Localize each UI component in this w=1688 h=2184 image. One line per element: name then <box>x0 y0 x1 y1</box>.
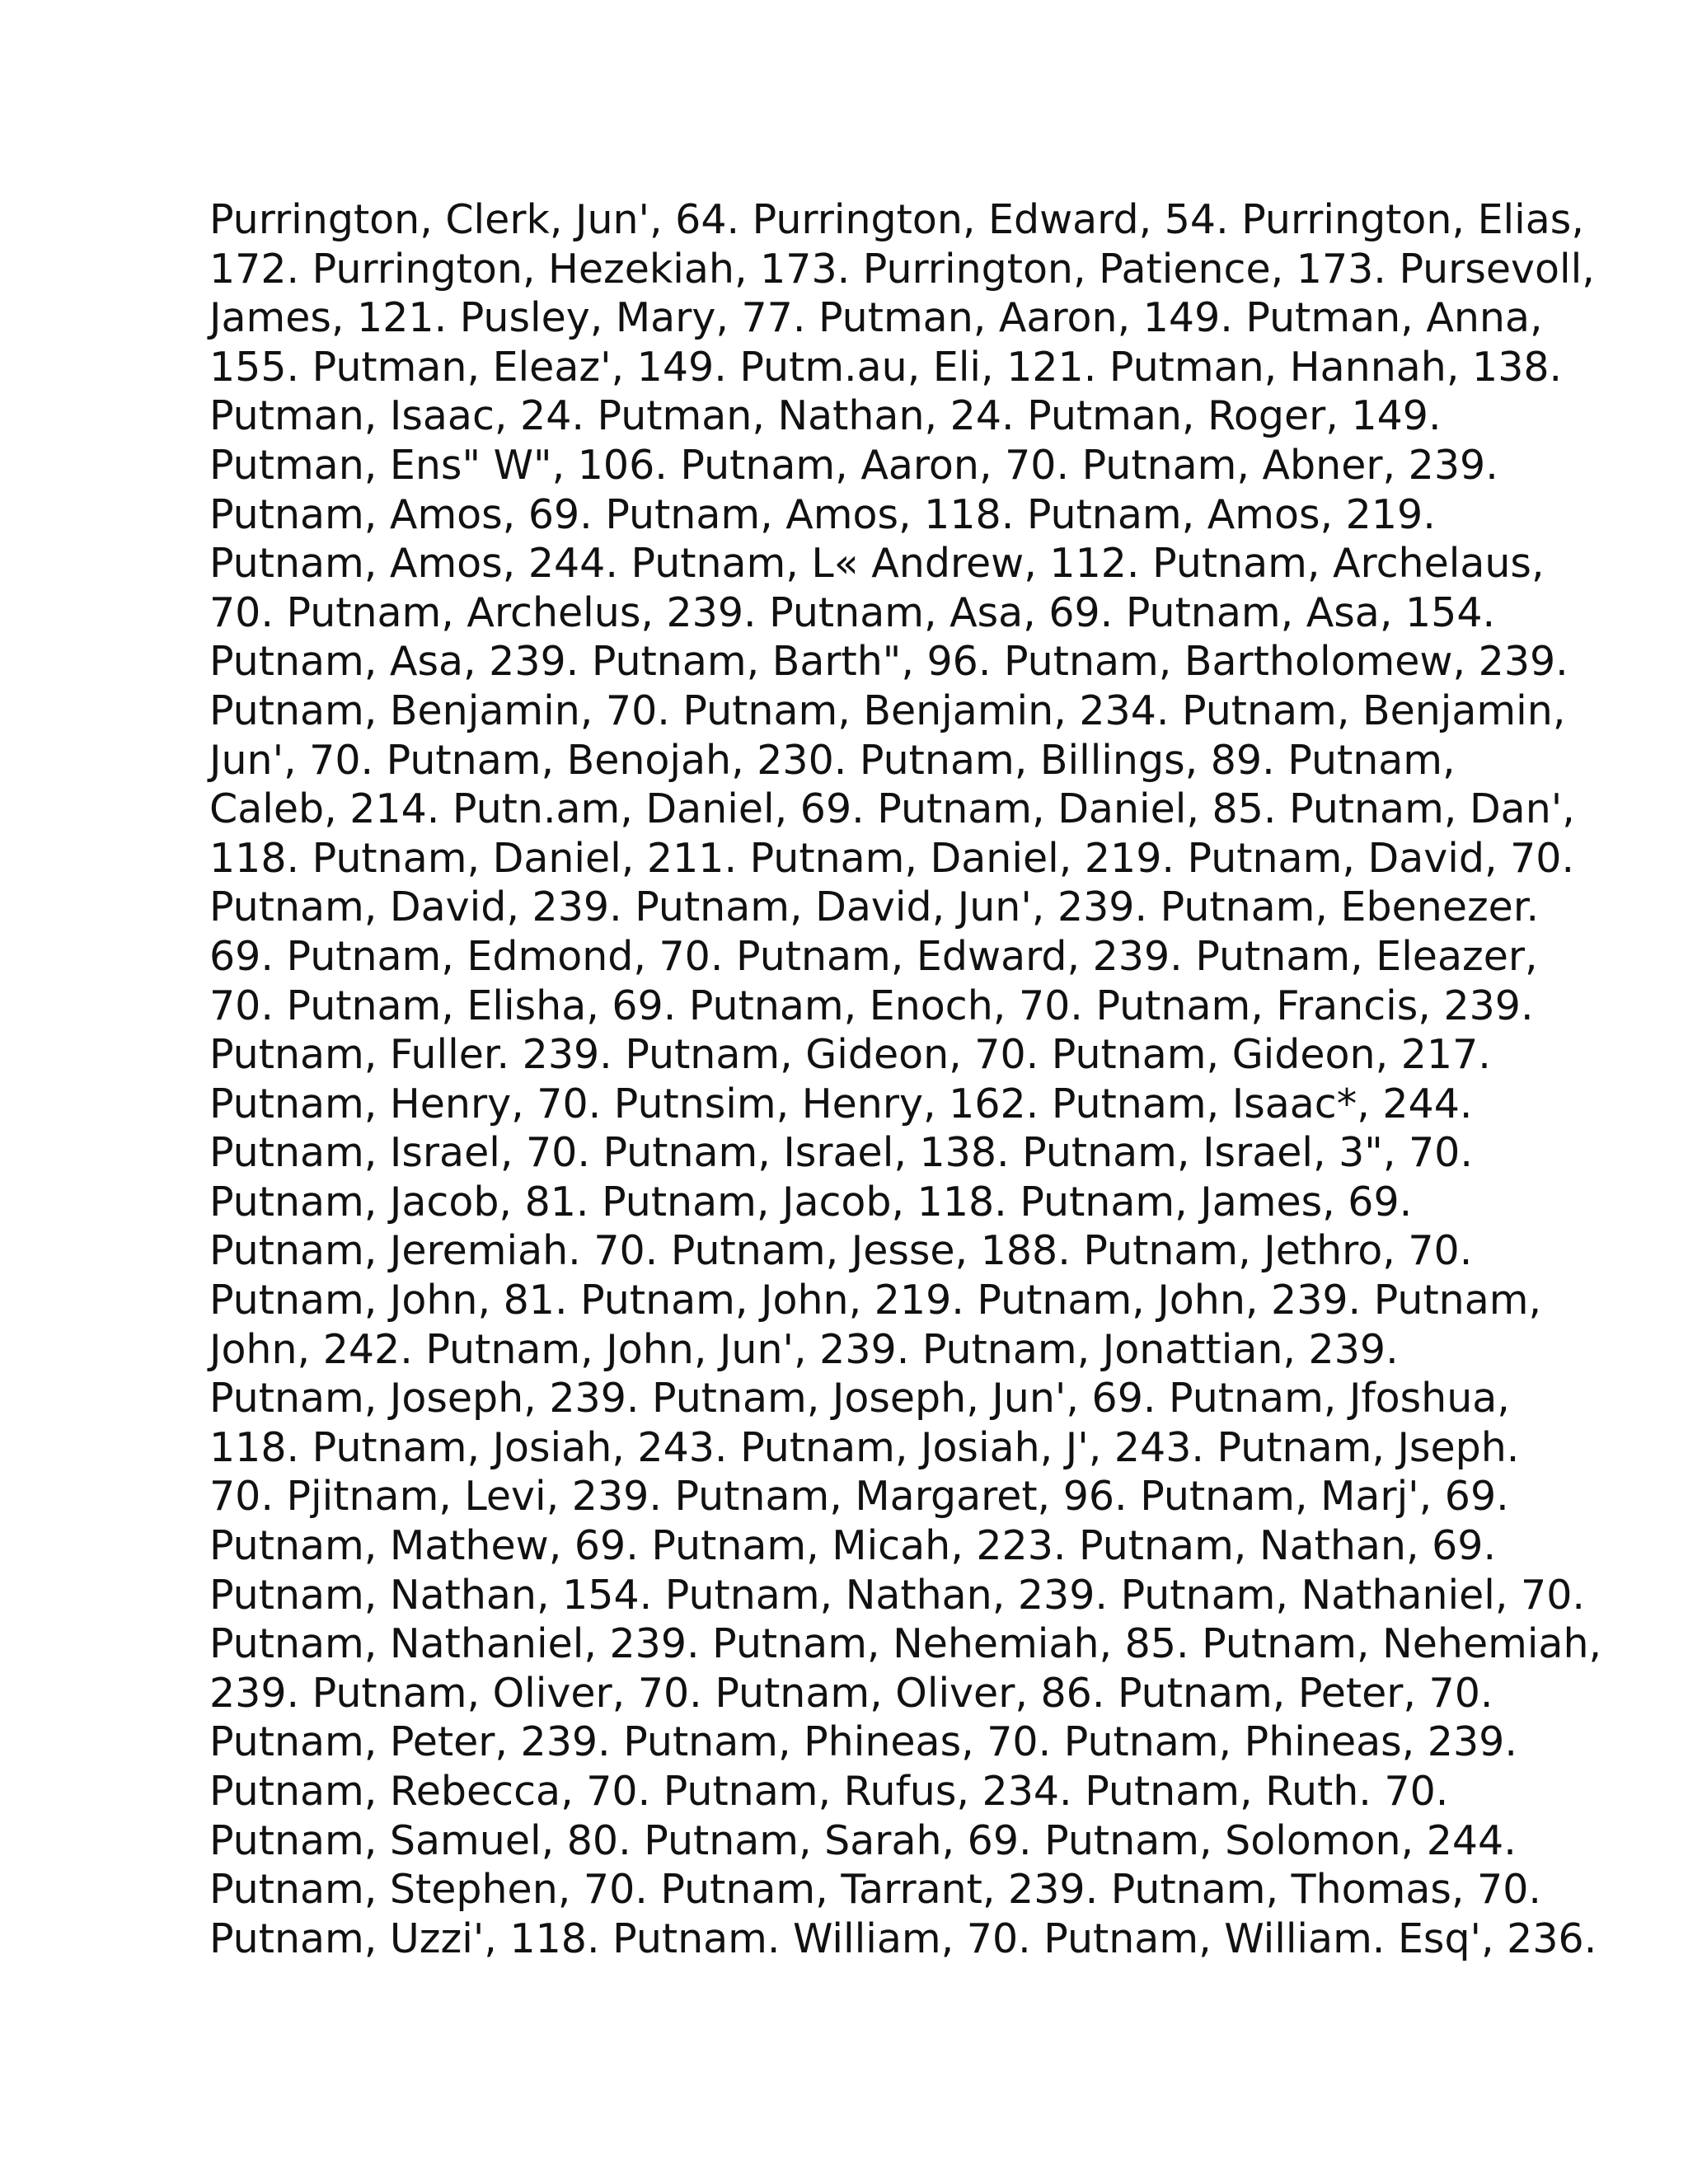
index-line: Putnam, Joseph, 239. Putnam, Joseph, Jun', 69. Putnam, Jfoshua, <box>209 1375 1510 1422</box>
index-line: Putnam, Benjamin, 70. Putnam, Benjamin, 234. Putnam, Benjamin, <box>209 687 1566 734</box>
index-text-block <box>209 195 1602 1963</box>
index-line: Putnam, Jeremiah. 70. Putnam, Jesse, 188. Putnam, Jethro, 70. <box>209 1227 1473 1275</box>
index-line: 239. Putnam, Oliver, 70. Putnam, Oliver, 86. Putnam, Peter, 70. <box>209 1669 1493 1717</box>
index-line: Putnam, Peter, 239. Putnam, Phineas, 70. Putnam, Phineas, 239. <box>209 1718 1517 1766</box>
index-line: Purrington, Clerk, Jun', 64. Purrington, Edward, 54. Purrington, Elias, <box>209 196 1584 243</box>
index-line: Putnam, Asa, 239. Putnam, Barth", 96. Putnam, Bartholomew, 239. <box>209 638 1568 686</box>
index-line: Putnam, Nathan, 154. Putnam, Nathan, 239. Putnam, Nathaniel, 70. <box>209 1571 1585 1619</box>
index-line: Putman, Isaac, 24. Putman, Nathan, 24. Putman, Roger, 149. <box>209 392 1442 440</box>
index-line: Putnam, Stephen, 70. Putnam, Tarrant, 239. Putnam, Thomas, 70. <box>209 1866 1541 1914</box>
index-line: Putnam, Amos, 69. Putnam, Amos, 118. Putnam, Amos, 219. <box>209 490 1436 538</box>
index-line: 118. Putnam, Josiah, 243. Putnam, Josiah, J', 243. Putnam, Jseph. <box>209 1423 1520 1471</box>
index-line: Putnam, David, 239. Putnam, David, Jun', 239. Putnam, Ebenezer. <box>209 883 1540 931</box>
index-line: 172. Purrington, Hezekiah, 173. Purrington, Patience, 173. Pursevoll, <box>209 245 1595 293</box>
index-line: Putnam, Samuel, 80. Putnam, Sarah, 69. Putnam, Solomon, 244. <box>209 1816 1517 1864</box>
index-line: Putnam, Rebecca, 70. Putnam, Rufus, 234. Putnam, Ruth. 70. <box>209 1768 1449 1815</box>
index-line: Putnam, Mathew, 69. Putnam, Micah, 223. Putnam, Nathan, 69. <box>209 1522 1497 1570</box>
index-line: Putnam, Nathaniel, 239. Putnam, Nehemiah, 85. Putnam, Nehemiah, <box>209 1620 1602 1668</box>
index-line: 118. Putnam, Daniel, 211. Putnam, Daniel, 219. Putnam, David, 70. <box>209 834 1575 882</box>
index-line: 155. Putman, Eleaz', 149. Putm.au, Eli, 121. Putman, Hannah, 138. <box>209 343 1563 391</box>
index-line: Caleb, 214. Putn.am, Daniel, 69. Putnam, Daniel, 85. Putnam, Dan', <box>209 785 1575 833</box>
index-line: Putman, Ens" W", 106. Putnam, Aaron, 70. Putnam, Abner, 239. <box>209 441 1498 489</box>
index-line: Putnam, Amos, 244. Putnam, L« Andrew, 112. Putnam, Archelaus, <box>209 540 1545 588</box>
index-line: Putnam, Henry, 70. Putnsim, Henry, 162. Putnam, Isaac*, 244. <box>209 1080 1473 1127</box>
index-line: Putnam, John, 81. Putnam, John, 219. Putnam, John, 239. Putnam, <box>209 1277 1542 1324</box>
index-line: 70. Putnam, Elisha, 69. Putnam, Enoch, 70. Putnam, Francis, 239. <box>209 982 1534 1029</box>
index-line: 70. Pjitnam, Levi, 239. Putnam, Margaret, 96. Putnam, Marj', 69. <box>209 1473 1509 1521</box>
index-line: John, 242. Putnam, John, Jun', 239. Putnam, Jonattian, 239. <box>209 1325 1399 1373</box>
index-line: Putnam, Fuller. 239. Putnam, Gideon, 70. Putnam, Gideon, 217. <box>209 1031 1491 1079</box>
index-line: 70. Putnam, Archelus, 239. Putnam, Asa, 69. Putnam, Asa, 154. <box>209 588 1496 636</box>
index-line: Jun', 70. Putnam, Benojah, 230. Putnam, Billings, 89. Putnam, <box>209 736 1456 784</box>
index-line: James, 121. Pusley, Mary, 77. Putman, Aaron, 149. Putman, Anna, <box>209 294 1543 342</box>
index-line: Putnam, Israel, 70. Putnam, Israel, 138. Putnam, Israel, 3", 70. <box>209 1129 1473 1177</box>
index-line: Putnam, Uzzi', 118. Putnam. William, 70. Putnam, William. Esq', 236. <box>209 1915 1597 1962</box>
index-line: Putnam, Jacob, 81. Putnam, Jacob, 118. Putnam, James, 69. <box>209 1178 1413 1226</box>
index-line: 69. Putnam, Edmond, 70. Putnam, Edward, 239. Putnam, Eleazer, <box>209 932 1538 980</box>
